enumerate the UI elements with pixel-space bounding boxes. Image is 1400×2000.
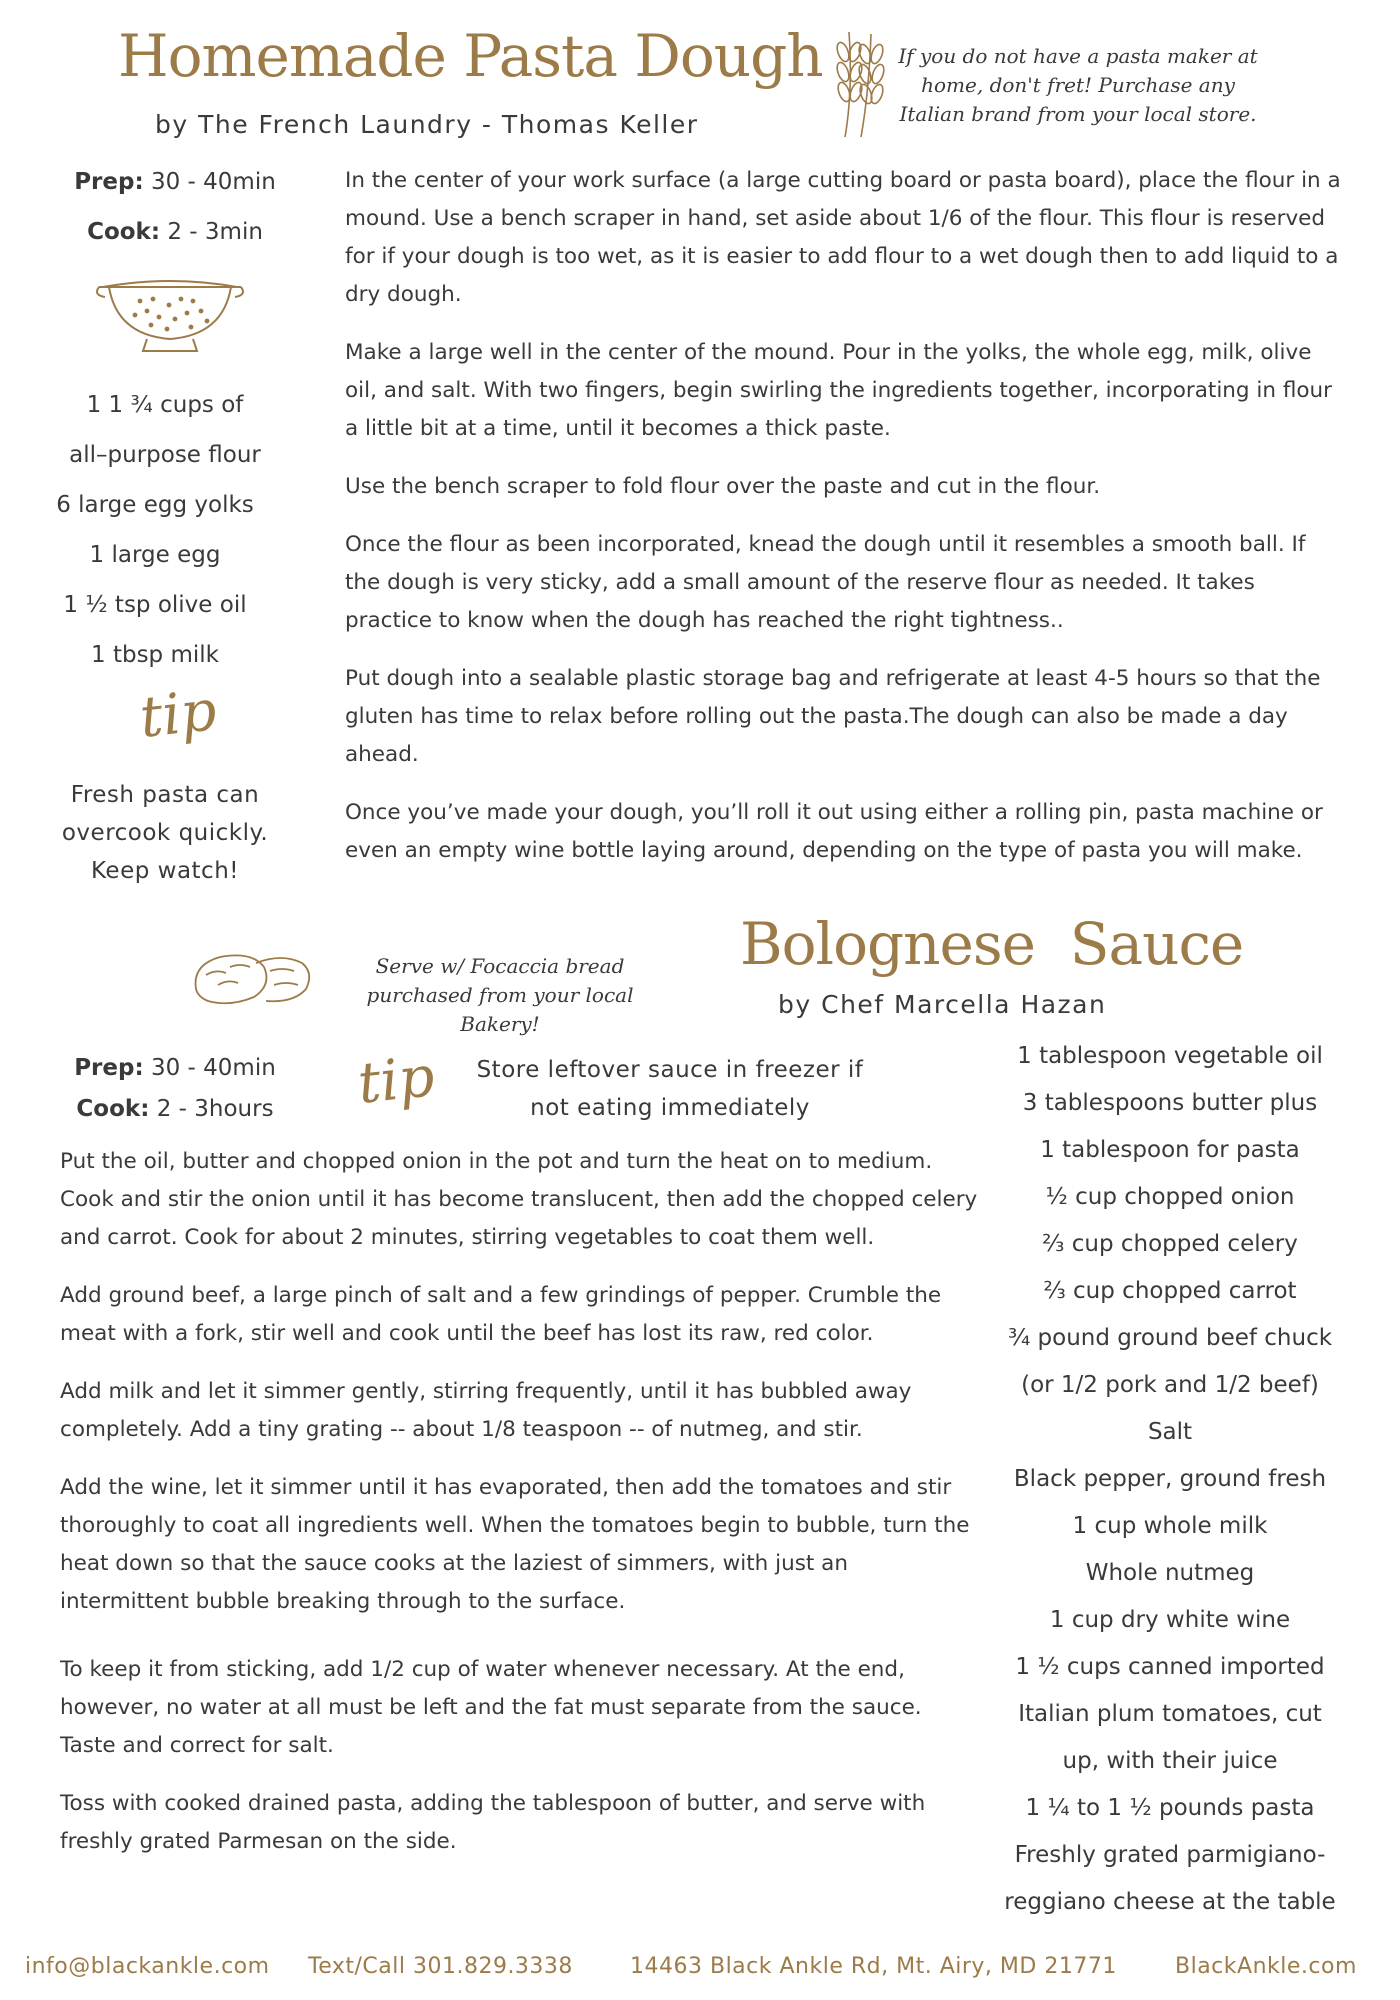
ingredient-item: Italian plum tomatoes, cut xyxy=(1018,1701,1322,1727)
sauce-note: Serve w/ Focaccia bread purchased from your local Bakery! xyxy=(366,954,634,1036)
sauce-ingredients xyxy=(980,1033,1360,1926)
step-paragraph: Put the oil, butter and chopped onion in the pot and turn the heat on to medium. Cook and stir the onion until it has become translucent, then add the chopped celery and carrot. Cook for about 2 minutes, stirring vegetables to coat them well. xyxy=(60,1149,978,1250)
pasta-tip-word: tip xyxy=(136,678,220,751)
footer xyxy=(0,1954,1400,1988)
cook-value: 2 - 3hours xyxy=(156,1096,274,1122)
ingredient-item: 1 1 ¾ cups of xyxy=(86,392,244,418)
sauce-cook xyxy=(55,1089,295,1130)
pasta-steps xyxy=(345,162,1345,890)
ingredient-item: 1 ½ tsp olive oil xyxy=(63,592,247,618)
sauce-steps xyxy=(60,1143,980,1881)
ingredient-item: 1 cup whole milk xyxy=(1072,1513,1268,1539)
sauce-tip-text: Store leftover sauce in freezer if not eating immediately xyxy=(476,1057,864,1121)
ingredient-item: ½ cup chopped onion xyxy=(1045,1184,1295,1210)
ingredient-item: ⅔ cup chopped carrot xyxy=(1043,1278,1297,1304)
ingredient-item: 1 cup dry white wine xyxy=(1049,1607,1291,1633)
step-paragraph: Add the wine, let it simmer until it has evaporated, then add the tomatoes and stir thoroughly to coat all ingredients well. When the tomatoes begin to bubble, turn the heat down so that the sauce cooks at the laziest of simmers, with just an intermittent bubble breaking through to the surface. xyxy=(60,1475,970,1614)
ingredient-item: 6 large egg yolks xyxy=(56,492,254,518)
cook-label: Cook: xyxy=(87,219,161,245)
ingredient-item: Black pepper, ground fresh xyxy=(1013,1466,1327,1492)
ingredient-item: 1 large egg xyxy=(89,542,221,568)
step-paragraph: Once you’ve made your dough, you’ll roll it out using either a rolling pin, pasta machine or even an empty wine bottle laying around, depending on the type of pasta you will make. xyxy=(345,800,1323,863)
sauce-times xyxy=(55,1048,295,1130)
step-paragraph: Add ground beef, a large pinch of salt and a few grindings of pepper. Crumble the meat with a fork, stir well and cook until the beef has lost its raw, red color. xyxy=(60,1283,942,1346)
cook-label: Cook: xyxy=(76,1096,150,1122)
step-paragraph: Make a large well in the center of the mound. Pour in the yolks, the whole egg, milk, olive oil, and salt. With two fingers, begin swirling the ingredients together, incorporating in flour a little bit at a time, until it becomes a thick paste. xyxy=(345,340,1333,441)
cook-value: 2 - 3min xyxy=(167,219,263,245)
ingredient-item: 1 tablespoon for pasta xyxy=(1040,1137,1300,1163)
ingredient-item: Salt xyxy=(1147,1419,1193,1445)
step-paragraph: Use the bench scraper to fold flour over the paste and cut in the flour. xyxy=(345,474,1101,499)
sauce-tip-word: tip xyxy=(354,1044,438,1117)
ingredient-item: ⅔ cup chopped celery xyxy=(1042,1231,1298,1257)
pasta-prep xyxy=(50,157,300,207)
colander-icon xyxy=(95,265,245,355)
footer-email[interactable]: info@blackankle.com xyxy=(25,1954,270,1979)
step-paragraph: Put dough into a sealable plastic storage bag and refrigerate at least 4-5 hours so that the gluten has time to relax before rolling out the pasta.The dough can also be made a day ahead. xyxy=(345,666,1321,767)
pasta-title: Homemade Pasta Dough xyxy=(118,22,823,90)
ingredient-item: all–purpose flour xyxy=(69,442,261,468)
ingredient-item: 1 ½ cups canned imported xyxy=(1015,1654,1325,1680)
step-paragraph: To keep it from sticking, add 1/2 cup of water whenever necessary. At the end, however, no water at all must be left and the fat must separate from the sauce. Taste and correct for salt. xyxy=(60,1657,922,1758)
footer-address: 14463 Black Ankle Rd, Mt. Airy, MD 21771 xyxy=(630,1954,1117,1979)
ingredient-item: Freshly grated parmigiano- xyxy=(1014,1842,1326,1868)
footer-website[interactable]: BlackAnkle.com xyxy=(1175,1954,1357,1979)
prep-label: Prep: xyxy=(74,1055,144,1081)
prep-value: 30 - 40min xyxy=(150,169,276,195)
ingredient-item: Whole nutmeg xyxy=(1085,1560,1255,1586)
bread-icon xyxy=(190,945,315,1010)
sauce-prep xyxy=(55,1048,295,1089)
footer-phone[interactable]: Text/Call 301.829.3338 xyxy=(308,1954,573,1979)
prep-label: Prep: xyxy=(74,169,144,195)
prep-value: 30 - 40min xyxy=(150,1055,276,1081)
ingredient-item: 1 ¼ to 1 ½ pounds pasta xyxy=(1025,1795,1315,1821)
pasta-times xyxy=(50,157,300,257)
ingredient-item: 3 tablespoons butter plus xyxy=(1022,1090,1318,1116)
pasta-tip-text: Fresh pasta can overcook quickly. Keep watch! xyxy=(61,782,269,884)
ingredient-item: up, with their juice xyxy=(1062,1748,1278,1774)
ingredient-item: 1 tbsp milk xyxy=(91,642,219,668)
step-paragraph: Add milk and let it simmer gently, stirring frequently, until it has bubbled away completely. Add a tiny grating -- about 1/8 teaspoon -- of nutmeg, and stir. xyxy=(60,1379,912,1442)
sauce-byline: by Chef Marcella Hazan xyxy=(778,990,1107,1019)
ingredient-item: (or 1/2 pork and 1/2 beef) xyxy=(1021,1372,1319,1398)
step-paragraph: In the center of your work surface (a large cutting board or pasta board), place the flour in a mound. Use a bench scraper in hand, set aside about 1/6 of the flour. This flour is reserved for if your dough is too wet, as it is easier to add flour to a wet dough then to add liquid to a dry dough. xyxy=(345,168,1341,307)
ingredient-item: 1 tablespoon vegetable oil xyxy=(1017,1043,1323,1069)
pasta-byline: by The French Laundry - Thomas Keller xyxy=(155,110,699,139)
step-paragraph: Once the flour as been incorporated, knead the dough until it resembles a smooth ball. If the dough is very sticky, add a small amount of the reserve flour as needed. It takes practice to know when the dough has reached the right tightness.. xyxy=(345,532,1306,633)
ingredient-item: reggiano cheese at the table xyxy=(1004,1889,1336,1915)
ingredient-item: ¾ pound ground beef chuck xyxy=(1007,1325,1333,1351)
pasta-note: If you do not have a pasta maker at home, don't fret! Purchase any Italian brand from your local store. xyxy=(898,44,1258,126)
pasta-cook xyxy=(50,207,300,257)
sauce-title: Bolognese Sauce xyxy=(740,910,1244,978)
step-paragraph: Toss with cooked drained pasta, adding the tablespoon of butter, and serve with freshly grated Parmesan on the side. xyxy=(60,1791,926,1854)
pasta-ingredients xyxy=(30,380,300,680)
wheat-icon xyxy=(825,22,895,142)
